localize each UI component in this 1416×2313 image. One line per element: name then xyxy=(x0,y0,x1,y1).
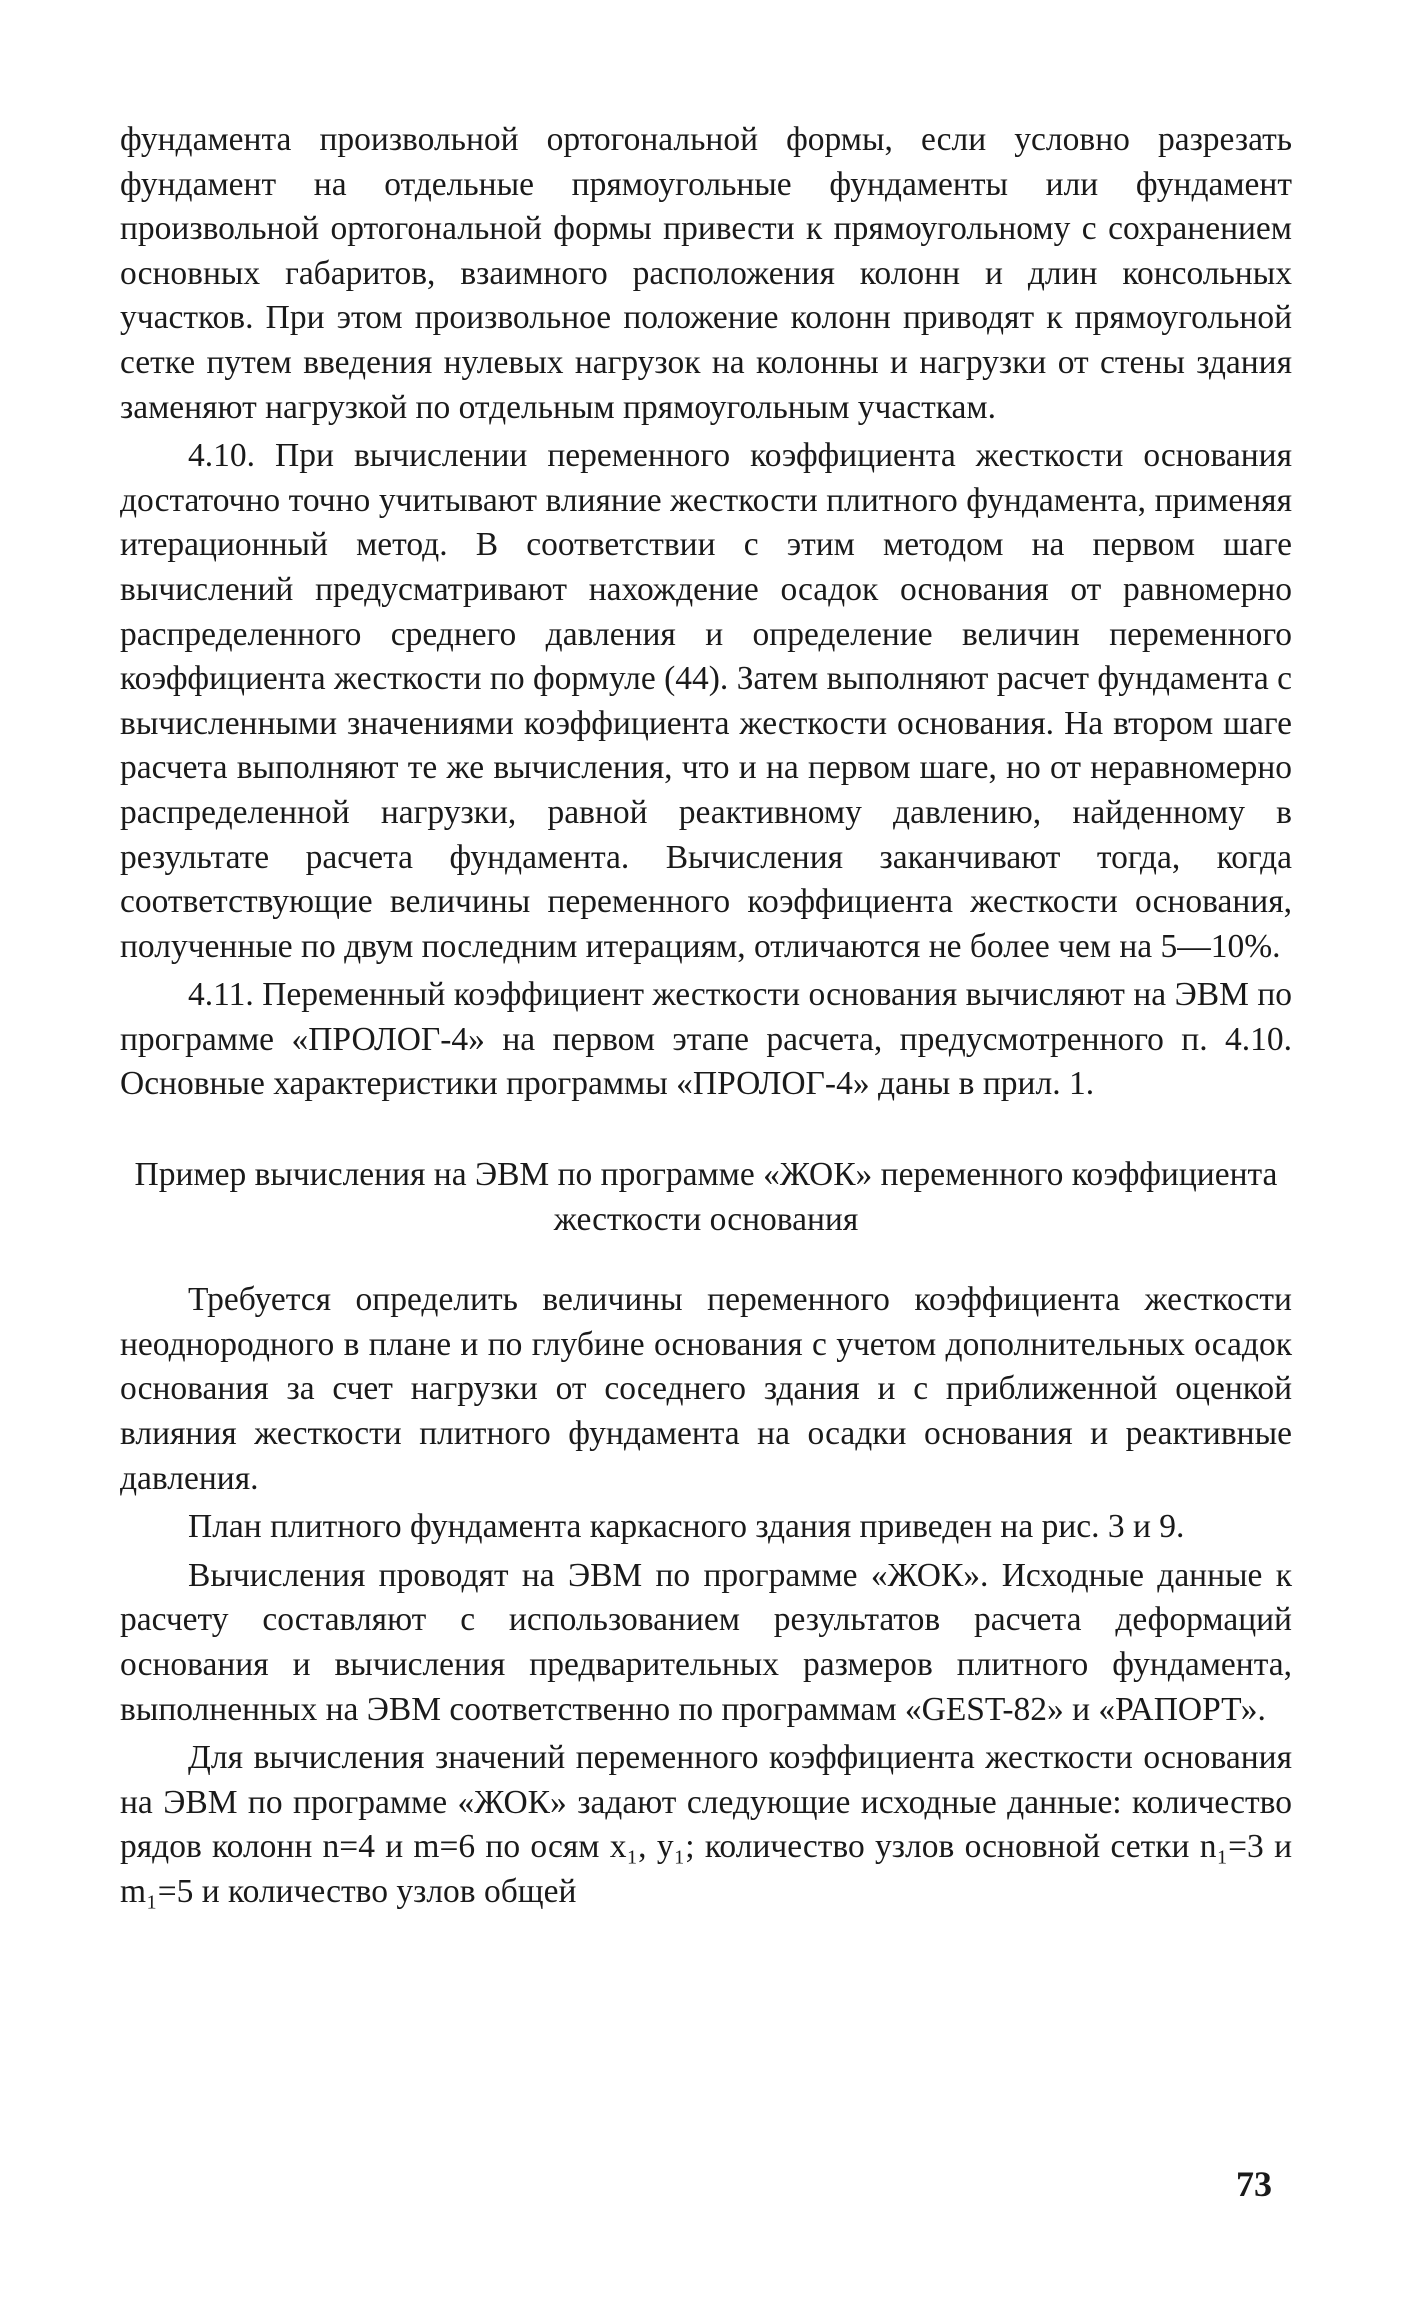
paragraph-foundation-shape: фундамента произвольной ортогональной формы, если условно разрезать фундамент на отдельные прямоугольные фундаменты или фундамент произвольной ортогональной формы привести к прямоугольному с сохранением основных габаритов, взаимного расположения колонн и длин консольных участков. При этом произвольное положение колонн приводят к прямоугольной сетке путем введения нулевых нагрузок на колонны и нагрузки от стены здания заменяют нагрузкой по отдельным прямоугольным участкам. xyxy=(120,121,1292,426)
page-number: 73 xyxy=(1236,2164,1272,2204)
paragraph-calculation: Вычисления проводят на ЭВМ по программе «ЖОК». Исходные данные к расчету составляют с использованием результатов расчета деформаций основания и вычисления предварительных размеров плитного фундамента, выполненных на ЭВМ соответственно по программам «GEST-82» и «РАПОРТ». xyxy=(120,1556,1292,1728)
paragraph-4-10: 4.10. При вычислении переменного коэффициента жесткости основания достаточно точно учитывают влияние жесткости плитного фундамента, применяя итерационный метод. В соответствии с этим методом на первом шаге вычислений предусматривают нахождение осадок основания от равномерно распределенного среднего давления и определение величин переменного коэффициента жесткости по формуле (44). Затем выполняют расчет фундамента с вычисленными значениями коэффициента жесткости основания. На втором шаге расчета выполняют те же вычисления, что и на первом шаге, но от неравномерно распределенной нагрузки, равной реактивному давлению, найденному в результате расчета фундамента. Вычисления заканчивают тогда, когда соответствующие величины переменного коэффициента жесткости основания, полученные по двум последним итерациям, отличаются не более чем на 5—10%. xyxy=(120,437,1292,965)
body-text xyxy=(120,118,1292,1915)
paragraph-4-11: 4.11. Переменный коэффициент жесткости основания вычисляют на ЭВМ по программе «ПРОЛОГ-4» на первом этапе расчета, предусмотренного п. 4.10. Основные характеристики программы «ПРОЛОГ-4» даны в прил. 1. xyxy=(120,976,1292,1103)
section-heading: Пример вычисления на ЭВМ по программе «ЖОК» переменного коэффициента жесткости основания xyxy=(134,1156,1278,1238)
paragraph-requirement: Требуется определить величины переменного коэффициента жесткости неоднородного в плане и по глубине основания с учетом дополнительных осадок основания за счет нагрузки от соседнего здания и с приближенной оценкой влияния жесткости плитного фундамента на осадки основания и реактивные давления. xyxy=(120,1281,1292,1497)
paragraph-input-data: Для вычисления значений переменного коэффициента жесткости основания на ЭВМ по программе «ЖОК» задают следующие исходные данные: количество рядов колонн n=4 и m=6 по осям x₁, y₁; количество узлов основной сетки n₁=3 и m₁=5 и количество узлов общей xyxy=(120,1739,1292,1910)
paragraph-plan: План плитного фундамента каркасного здания приведен на рис. 3 и 9. xyxy=(188,1508,1185,1546)
